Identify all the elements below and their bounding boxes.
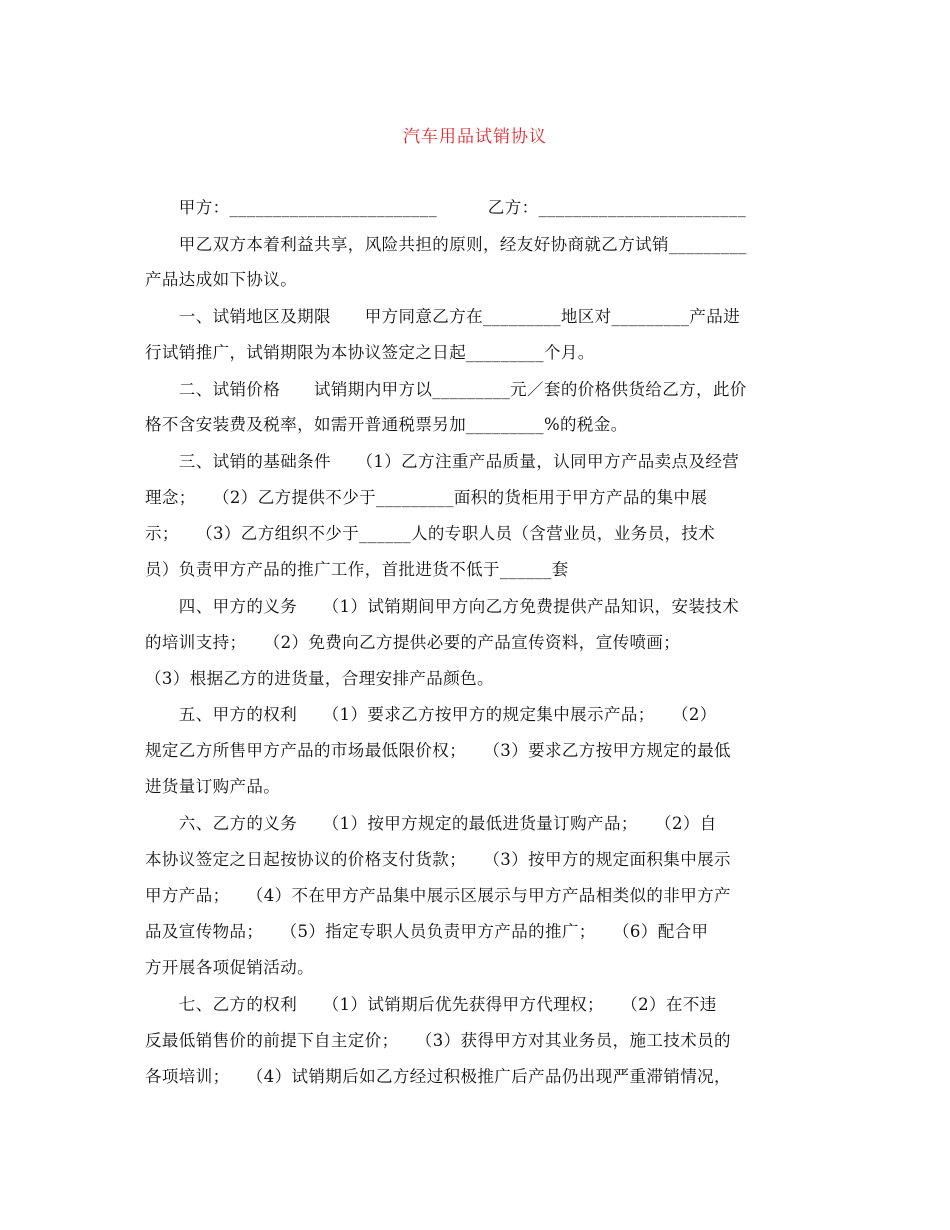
paragraph-line: 本协议签定之日起按协议的价格支付货款； （3）按甲方的规定面积集中展示 (145, 850, 731, 869)
paragraph-line: 甲方产品； （4）不在甲方产品集中展示区展示与甲方产品相类似的非甲方产 (145, 886, 731, 905)
paragraph-line: 进货量订购产品。 (145, 777, 281, 796)
paragraph-line: 一、试销地区及期限 甲方同意乙方在_________地区对_________产品进 (145, 307, 741, 326)
paragraph-line: 品及宣传物品； （5）指定专职人员负责甲方产品的推广； （6）配合甲 (145, 922, 709, 941)
paragraph-line: 四、甲方的义务 （1）试销期间甲方向乙方免费提供产品知识，安装技术 (145, 597, 740, 616)
paragraph-line: 甲方：________________________ 乙方：________________________ (145, 198, 747, 217)
paragraph-line: 各项培训； （4）试销期后如乙方经过积极推广后产品仍出现严重滞销情况， (145, 1067, 731, 1086)
paragraph-line: 反最低销售价的前提下自主定价； （3）获得甲方对其业务员，施工技术员的 (145, 1031, 731, 1050)
paragraph-line: 七、乙方的权利 （1）试销期后优先获得甲方代理权； （2）在不违 (145, 995, 717, 1014)
paragraph-line: 三、试销的基础条件 （1）乙方注重产品质量，认同甲方产品卖点及经营 (145, 452, 740, 471)
paragraph-line: 员）负责甲方产品的推广工作，首批进货不低于______套 (145, 560, 569, 579)
paragraph-line: 产品达成如下协议。 (145, 270, 298, 289)
paragraph-line: 理念； （2）乙方提供不少于_________面积的货柜用于甲方产品的集中展 (145, 488, 708, 507)
paragraph-line: 五、甲方的权利 （1）要求乙方按甲方的规定集中展示产品； （2） (145, 705, 717, 724)
paragraph-line: （3）根据乙方的进货量，合理安排产品颜色。 (145, 669, 494, 688)
paragraph-line: 格不含安装费及税率，如需开普通税票另加_________%的税金。 (145, 415, 628, 434)
paragraph-line: 规定乙方所售甲方产品的市场最低限价权； （3）要求乙方按甲方规定的最低 (145, 741, 731, 760)
paragraph-line: 行试销推广，试销期限为本协议签定之日起_________个月。 (145, 343, 595, 362)
paragraph-line: 六、乙方的义务 （1）按甲方规定的最低进货量订购产品； （2）自 (145, 814, 717, 833)
paragraph-line: 甲乙双方本着利益共享，风险共担的原则，经友好协商就乙方试销_________ (145, 235, 747, 254)
document-title: 汽车用品试销协议 (403, 127, 547, 147)
paragraph-line: 的培训支持； （2）免费向乙方提供必要的产品宣传资料，宣传喷画； (145, 633, 681, 652)
paragraph-line: 方开展各项促销活动。 (145, 958, 314, 977)
paragraph-line: 示； （3）乙方组织不少于______人的专职人员（含营业员，业务员，技术 (145, 524, 716, 543)
paragraph-line: 二、试销价格 试销期内甲方以_________元／套的价格供货给乙方，此价 (145, 380, 747, 399)
